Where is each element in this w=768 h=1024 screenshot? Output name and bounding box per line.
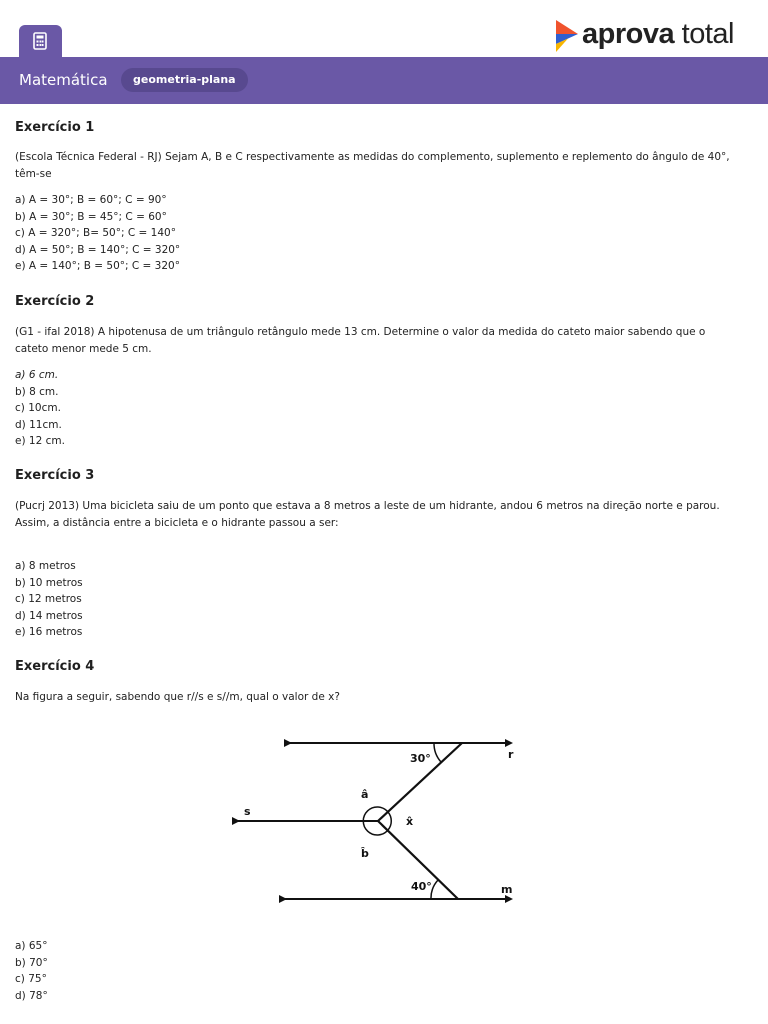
exercise-2-title: Exercício 2 bbox=[15, 294, 95, 309]
option-b: b) 70° bbox=[15, 956, 48, 969]
top-bar bbox=[0, 0, 768, 57]
brand bbox=[556, 18, 756, 54]
calculator-tab[interactable] bbox=[19, 25, 62, 57]
option-a: a) A = 30°; B = 60°; C = 90° bbox=[15, 194, 167, 206]
angle-arc-30 bbox=[434, 743, 441, 762]
label-m: m bbox=[501, 883, 513, 896]
exercise-2-options bbox=[15, 367, 65, 450]
option-d: d) 78° bbox=[15, 989, 48, 1002]
exercise-4-title: Exercício 4 bbox=[15, 659, 95, 674]
option-b: b) 10 metros bbox=[15, 576, 83, 589]
topic-badge[interactable]: geometria-plana bbox=[121, 68, 248, 92]
brand-name: aprova total bbox=[582, 18, 734, 50]
exercise-1-options bbox=[15, 192, 180, 275]
label-r: r bbox=[508, 748, 514, 761]
parallel-lines-figure bbox=[228, 730, 528, 910]
option-e: e) 12 cm. bbox=[15, 435, 65, 447]
option-d: d) 11cm. bbox=[15, 418, 62, 431]
angle-arc-x bbox=[388, 812, 391, 830]
brand-logo-icon bbox=[556, 20, 578, 52]
calculator-icon bbox=[33, 32, 47, 50]
option-e: e) A = 140°; B = 50°; C = 320° bbox=[15, 260, 180, 272]
option-d: d) 14 metros bbox=[15, 609, 83, 622]
subject-title: Matemática bbox=[19, 71, 108, 89]
label-b: b̂ bbox=[361, 847, 369, 860]
exercise-4-options bbox=[15, 938, 48, 1004]
option-b: b) 8 cm. bbox=[15, 385, 59, 398]
angle-label-30: 30° bbox=[410, 752, 431, 765]
option-c: c) 10cm. bbox=[15, 402, 61, 414]
angle-label-40: 40° bbox=[411, 880, 432, 893]
exercise-1-statement: (Escola Técnica Federal - RJ) Sejam A, B e C respectivamente as medidas do complemento, suplemento e replemento do ângulo de 40°, têm-se bbox=[15, 151, 730, 180]
option-a: a) 8 metros bbox=[15, 560, 76, 572]
exercise-1-title: Exercício 1 bbox=[15, 120, 95, 135]
option-d: d) A = 50°; B = 140°; C = 320° bbox=[15, 243, 181, 256]
label-a: â bbox=[361, 788, 369, 801]
exercise-3-statement: (Pucrj 2013) Uma bicicleta saiu de um ponto que estava a 8 metros a leste de um hidrante, andou 6 metros na direção norte e parou. Assim, a distância entre a bicicleta e o hidrante passou a ser: bbox=[15, 500, 720, 529]
option-b: b) A = 30°; B = 45°; C = 60° bbox=[15, 210, 167, 223]
option-c: c) 75° bbox=[15, 973, 47, 985]
exercise-4-statement: Na figura a seguir, sabendo que r//s e s//m, qual o valor de x? bbox=[15, 691, 340, 703]
option-c: c) 12 metros bbox=[15, 593, 82, 605]
angle-arc-40 bbox=[431, 880, 438, 899]
option-e: e) 16 metros bbox=[15, 626, 83, 638]
option-a: a) 65° bbox=[15, 940, 48, 952]
label-x: x̂ bbox=[406, 815, 414, 828]
label-s: s bbox=[244, 805, 251, 818]
option-a: a) 6 cm. bbox=[15, 369, 59, 381]
exercise-3-title: Exercício 3 bbox=[15, 468, 95, 483]
subject-bar bbox=[0, 57, 768, 104]
exercise-2-statement: (G1 - ifal 2018) A hipotenusa de um triângulo retângulo mede 13 cm. Determine o valor da medida do cateto maior sabendo que o cateto menor mede 5 cm. bbox=[15, 326, 706, 355]
exercise-3-options bbox=[15, 558, 83, 641]
option-c: c) A = 320°; B= 50°; C = 140° bbox=[15, 227, 176, 239]
